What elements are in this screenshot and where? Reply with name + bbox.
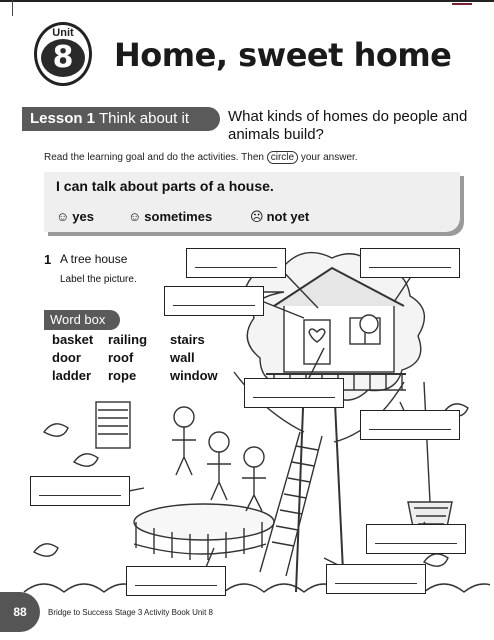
word-box-title: Word box bbox=[44, 310, 120, 330]
unit-badge bbox=[34, 22, 92, 86]
lesson-question: What kinds of homes do people and animals build? bbox=[228, 108, 468, 143]
top-border bbox=[0, 0, 494, 2]
label-answer-box[interactable] bbox=[126, 566, 226, 596]
label-answer-box[interactable] bbox=[360, 248, 460, 278]
page-title: Home, sweet home bbox=[114, 36, 452, 74]
footer-text: Bridge to Success Stage 3 Activity Book Unit 8 bbox=[48, 608, 213, 617]
unit-word: Unit bbox=[52, 27, 74, 39]
label-answer-box[interactable] bbox=[360, 410, 460, 440]
goal-option-label: sometimes bbox=[144, 209, 213, 224]
word-box-word: stairs bbox=[170, 332, 205, 347]
word-box-word: rope bbox=[108, 368, 137, 383]
crop-mark bbox=[12, 0, 13, 16]
lesson-label: Lesson 1 bbox=[30, 110, 96, 127]
activity-number: 1 bbox=[44, 252, 52, 267]
circle-word: circle bbox=[267, 151, 298, 164]
happy-face-icon: ☺ bbox=[56, 209, 70, 224]
page-number: 88 bbox=[0, 592, 40, 632]
label-answer-box[interactable] bbox=[186, 248, 286, 278]
lesson-banner bbox=[22, 107, 220, 131]
label-answer-box[interactable] bbox=[244, 378, 344, 408]
word-box-word: roof bbox=[108, 350, 134, 365]
label-answer-box[interactable] bbox=[164, 286, 264, 316]
neutral-face-icon: ☺ bbox=[128, 209, 142, 224]
word-box-word: railing bbox=[108, 332, 148, 347]
label-answer-box[interactable] bbox=[30, 476, 130, 506]
instructions bbox=[44, 152, 358, 163]
learning-goal-statement: I can talk about parts of a house. bbox=[56, 178, 274, 194]
word-box-word: ladder bbox=[52, 368, 92, 383]
word-box-word: basket bbox=[52, 332, 94, 347]
word-box-word: door bbox=[52, 350, 81, 365]
instructions-text: Read the learning goal and do the activities. Then bbox=[44, 152, 267, 163]
sad-face-icon: ☹ bbox=[250, 209, 264, 224]
unit-number: 8 bbox=[41, 39, 85, 77]
word-box-word: wall bbox=[170, 350, 195, 365]
crop-mark bbox=[452, 3, 472, 5]
instructions-text-end: your answer. bbox=[298, 152, 358, 163]
goal-option-yes[interactable] bbox=[56, 209, 94, 224]
word-box-word: window bbox=[170, 368, 218, 383]
label-answer-box[interactable] bbox=[326, 564, 426, 594]
lesson-name: Think about it bbox=[98, 110, 189, 127]
goal-option-label: yes bbox=[72, 209, 94, 224]
goal-option-label: not yet bbox=[266, 209, 310, 224]
label-answer-box[interactable] bbox=[366, 524, 466, 554]
goal-option-not-yet[interactable] bbox=[250, 209, 309, 225]
goal-option-sometimes[interactable] bbox=[128, 209, 212, 224]
activity-instruction: Label the picture. bbox=[60, 274, 137, 285]
activity-title: A tree house bbox=[60, 252, 128, 266]
